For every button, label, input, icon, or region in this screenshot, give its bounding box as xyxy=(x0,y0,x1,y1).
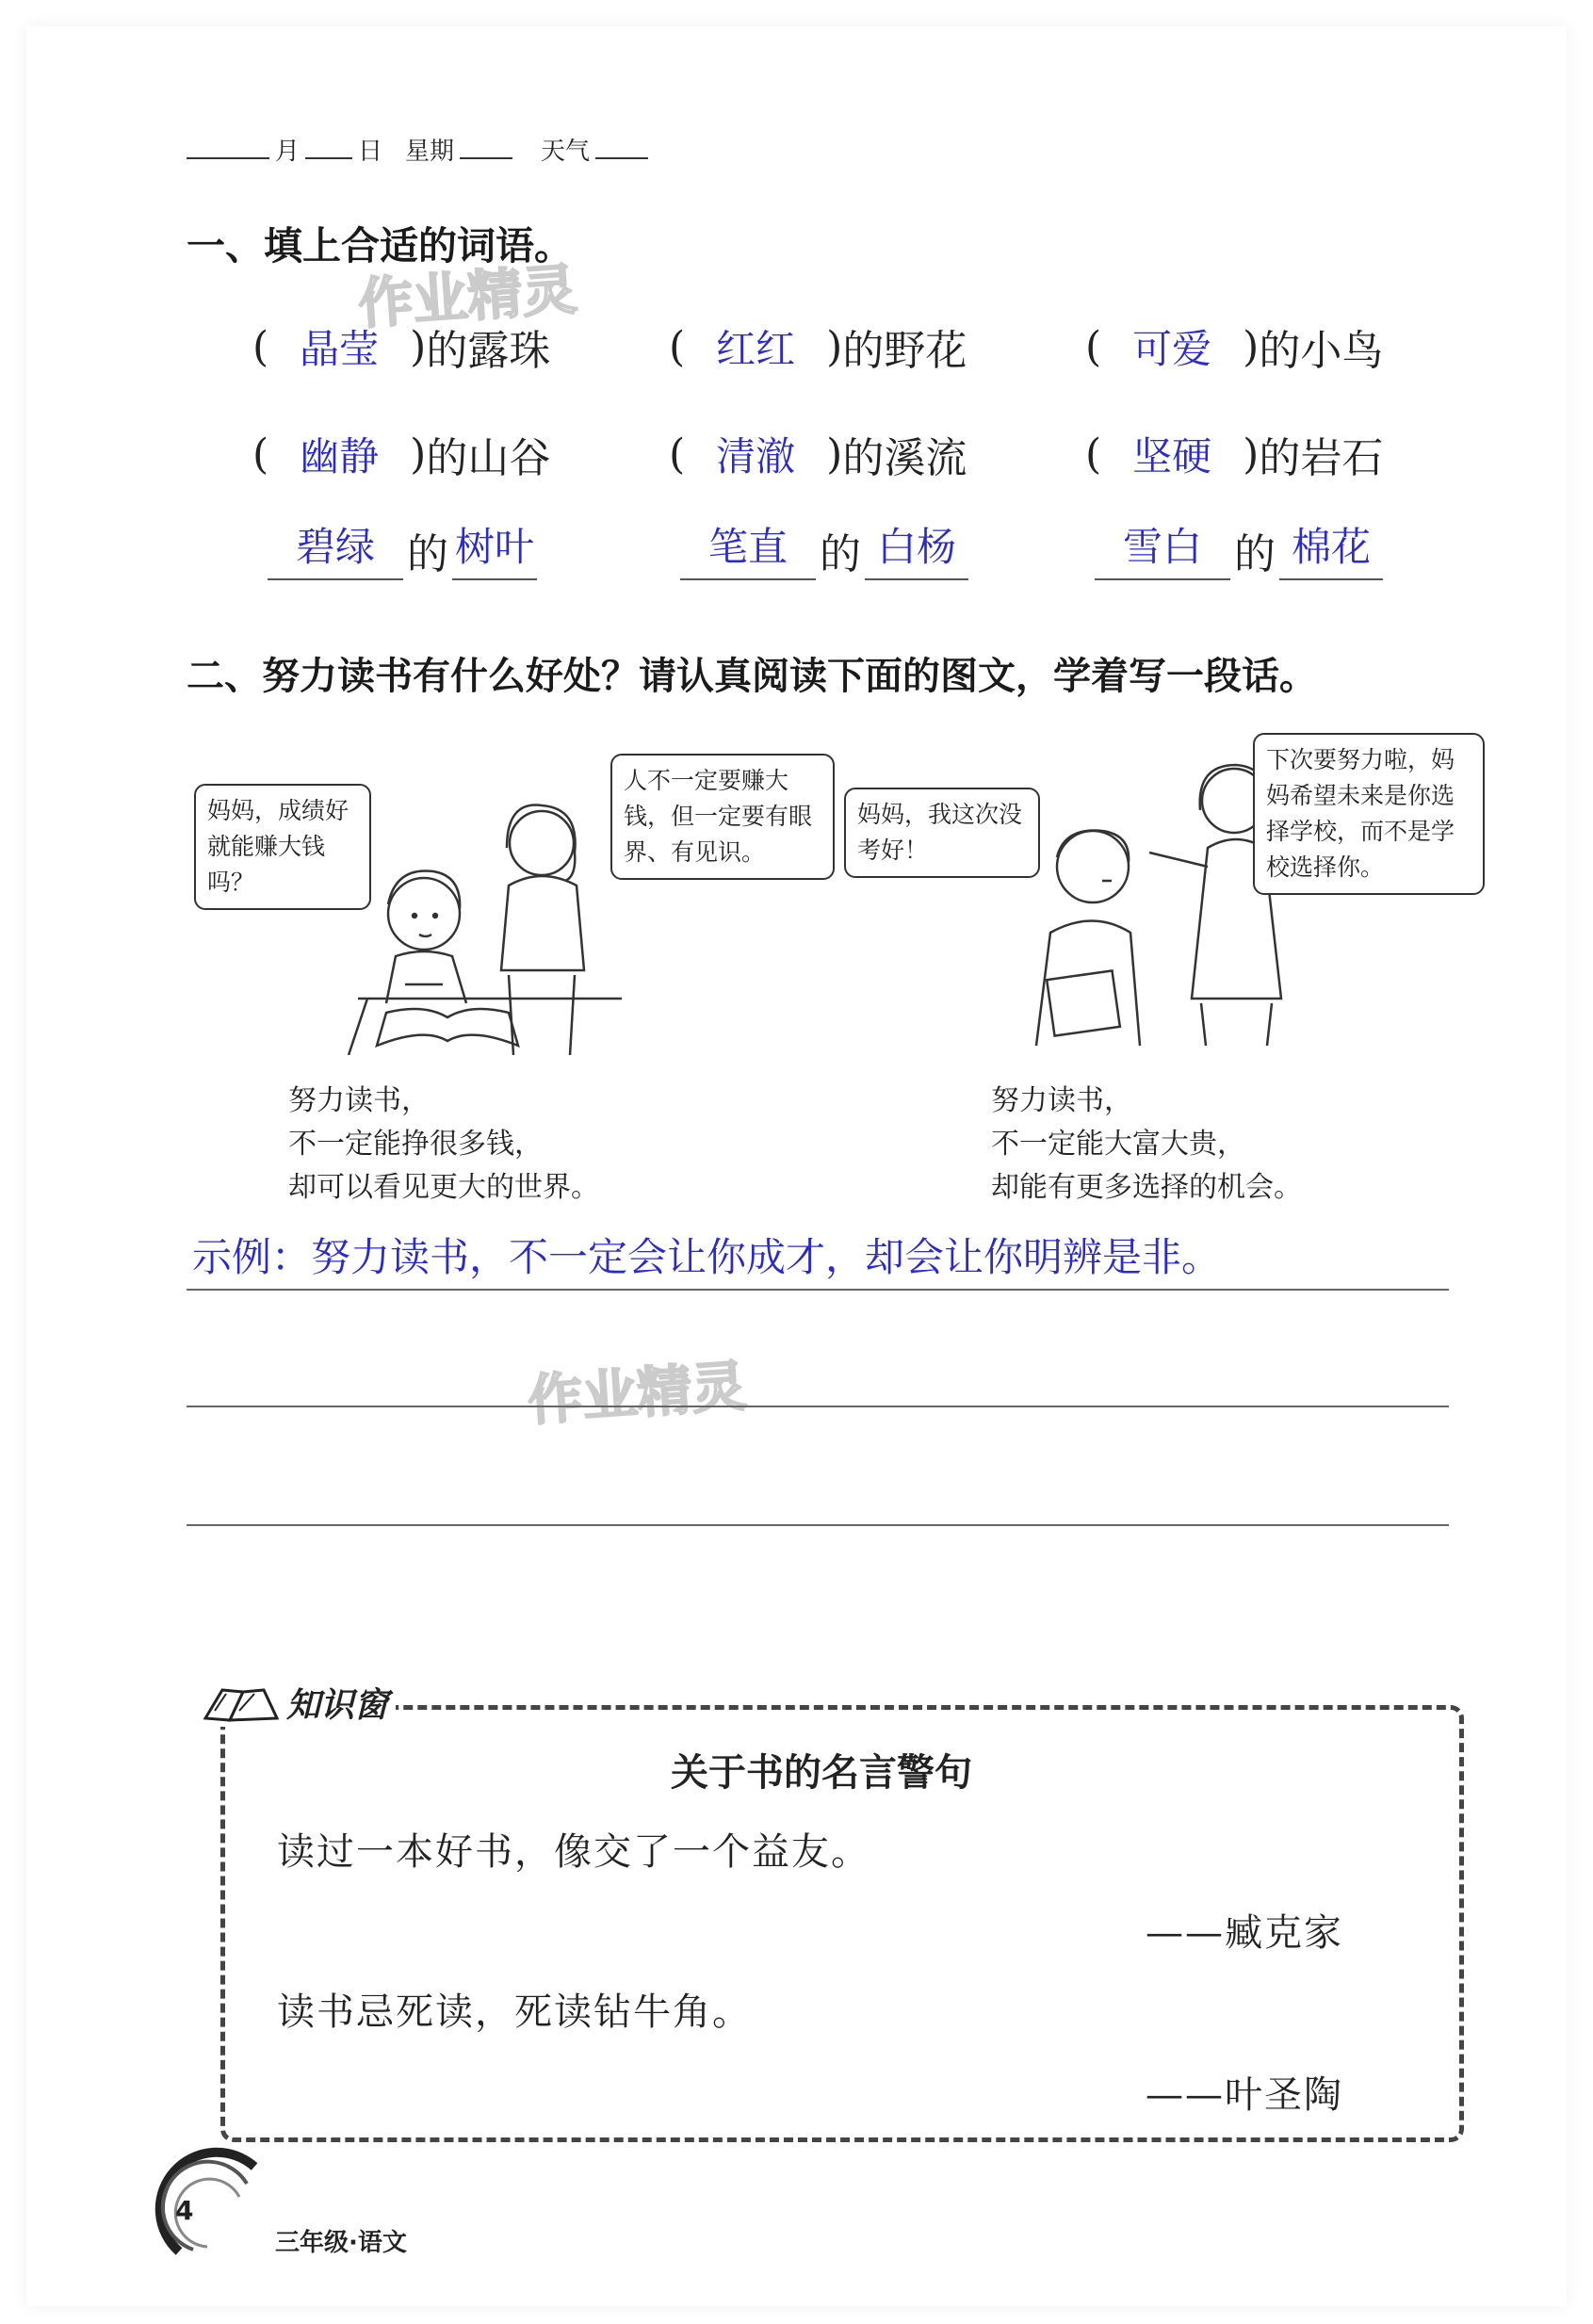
fill-answer[interactable]: 幽静 xyxy=(300,433,380,479)
caption-left: 努力读书， 不一定能挣很多钱， 却可以看见更大的世界。 xyxy=(288,1084,599,1204)
de-right-answer[interactable]: 棉花 xyxy=(1279,516,1383,580)
quote-2-author: ——叶圣陶 xyxy=(1146,2073,1343,2117)
de-right-answer[interactable]: 树叶 xyxy=(452,516,537,580)
knowledge-badge-label: 知识窗 xyxy=(286,1686,389,1725)
speech-bubble-mom2: 下次要努力啦，妈妈希望未来是你选择学校，而不是学校选择你。 xyxy=(1253,733,1485,895)
weather-blank[interactable] xyxy=(595,135,648,159)
open-book-icon xyxy=(377,1009,518,1046)
de-item-3 xyxy=(1095,516,1383,580)
de-left-answer[interactable]: 碧绿 xyxy=(268,516,403,580)
grade-label: 三年级·语文 xyxy=(275,2229,407,2257)
weekday-label: 星期 xyxy=(405,138,455,166)
fill-answer[interactable]: 坚硬 xyxy=(1132,433,1212,479)
page-number: 4 xyxy=(175,2195,194,2226)
fill-suffix: 的溪流 xyxy=(842,434,967,482)
quote-1-text: 读过一本好书，像交了一个益友。 xyxy=(277,1830,870,1874)
fill-answer[interactable]: 可爱 xyxy=(1132,326,1212,372)
weather-label: 天气 xyxy=(541,138,591,166)
quote-2-text: 读书忌死读，死读钻牛角。 xyxy=(277,1991,752,2034)
speech-bubble-boy1: 妈妈，成绩好就能赚大钱吗？ xyxy=(194,784,371,910)
month-label: 月 xyxy=(275,138,301,166)
fill-item-4: ( 幽静 ) 的山谷 xyxy=(252,424,550,484)
fill-suffix: 的岩石 xyxy=(1259,434,1384,482)
exam-paper-icon xyxy=(1047,970,1120,1035)
month-blank[interactable] xyxy=(187,135,269,159)
fill-item-2: ( 红红 ) 的野花 xyxy=(669,317,967,377)
de-left-answer[interactable]: 笔直 xyxy=(680,516,816,580)
section2-title: 二、努力读书有什么好处？请认真阅读下面的图文，学着写一段话。 xyxy=(187,655,1317,698)
caption-right: 努力读书， 不一定能大富大贵， 却能有更多选择的机会。 xyxy=(991,1084,1302,1204)
quote-1-author: ——臧克家 xyxy=(1146,1911,1343,1955)
fill-item-3: ( 可爱 ) 的小鸟 xyxy=(1085,317,1383,377)
day-blank[interactable] xyxy=(305,135,352,159)
knowledge-badge xyxy=(194,1679,396,1727)
section1-title: 一、填上合适的词语。 xyxy=(187,223,573,268)
watermark-2: 作业精灵 xyxy=(526,1353,749,1433)
fill-suffix: 的小鸟 xyxy=(1259,327,1384,375)
page-number-arc-icon xyxy=(141,2129,273,2261)
de-char: 的 xyxy=(1234,530,1276,578)
de-right-answer[interactable]: 白杨 xyxy=(865,516,968,580)
writing-line-2[interactable] xyxy=(187,1406,1449,1407)
fill-item-6: ( 坚硬 ) 的岩石 xyxy=(1085,424,1383,484)
book-icon xyxy=(202,1682,281,1724)
fill-suffix: 的野花 xyxy=(842,327,967,375)
de-item-2 xyxy=(680,516,968,580)
day-label: 日 xyxy=(358,138,383,166)
weekday-blank[interactable] xyxy=(460,135,512,159)
speech-bubble-boy2: 妈妈，我这次没考好！ xyxy=(844,788,1040,878)
writing-line-3[interactable] xyxy=(187,1524,1449,1526)
fill-suffix: 的露珠 xyxy=(426,327,551,375)
writing-line-1[interactable] xyxy=(187,1289,1449,1291)
fill-item-5: ( 清澈 ) 的溪流 xyxy=(669,424,967,484)
fill-suffix: 的山谷 xyxy=(426,434,551,482)
de-char: 的 xyxy=(407,530,448,578)
example-answer[interactable]: 示例：努力读书，不一定会让你成才，却会让你明辨是非。 xyxy=(192,1234,1222,1280)
watermark: 作业精灵 xyxy=(356,256,579,336)
de-char: 的 xyxy=(820,530,861,578)
fill-answer[interactable]: 清澈 xyxy=(716,433,796,479)
fill-answer[interactable]: 红红 xyxy=(716,326,796,372)
fill-item-1: ( 晶莹 ) 的露珠 xyxy=(252,317,550,377)
knowledge-title: 关于书的名言警句 xyxy=(671,1751,972,1795)
fill-answer[interactable]: 晶莹 xyxy=(300,326,380,372)
date-line xyxy=(187,132,648,167)
speech-bubble-mom1: 人不一定要赚大钱，但一定要有眼界、有见识。 xyxy=(610,754,835,880)
de-item-1 xyxy=(268,516,537,580)
de-left-answer[interactable]: 雪白 xyxy=(1095,516,1230,580)
